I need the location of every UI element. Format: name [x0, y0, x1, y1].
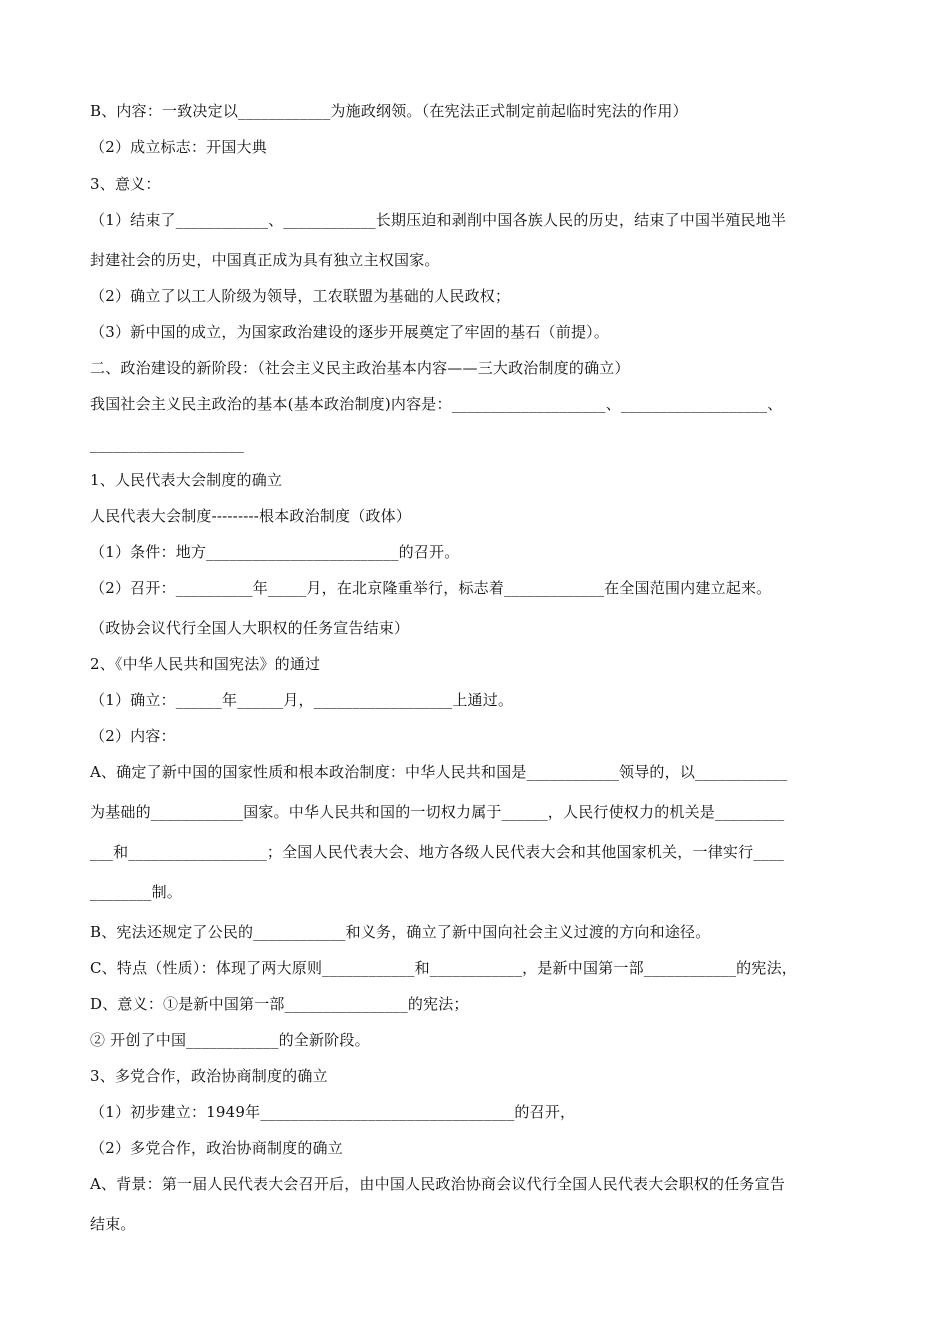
text-line-a-nature-cont-3: ________制。 [90, 883, 183, 901]
text-line-d-significance: D、意义：①是新中国第一部________________的宪法； [90, 995, 469, 1013]
text-line-basic-content: 我国社会主义民主政治的基本(基本政治制度)内容是：____________________、___________________、 [90, 395, 783, 413]
text-line-npc-definition: 人民代表大会制度---------根本政治制度（政体） [90, 507, 412, 525]
text-line-significance-1: （1）结束了____________、____________长期压迫和剥削中国各族人民的历史，结束了中国半殖民地半 [90, 211, 787, 229]
text-line-multiparty-background-cont: 结束。 [90, 1215, 136, 1233]
text-line-a-nature: A、确定了新中国的国家性质和根本政治制度：中华人民共和国是____________领导的，以____________ [90, 763, 788, 781]
section-heading-multiparty: 3、多党合作，政治协商制度的确立 [90, 1067, 328, 1085]
text-line-d-significance-2: ② 开创了中国____________的全新阶段。 [90, 1031, 370, 1049]
section-heading-significance: 3、意义： [90, 175, 161, 193]
text-line-b-content: B、内容：一致决定以____________为施政纲领。（在宪法正式制定前起临时宪法的作用） [90, 102, 688, 120]
text-line-a-nature-cont-2: ___和__________________；全国人民代表大会、地方各级人民代表大会和其他国家机关，一律实行____ [90, 843, 785, 861]
text-line-constitution-date: （1）确立：______年______月，__________________上通过。 [90, 691, 514, 709]
text-line-cppcc-note: （政协会议代行全国人大职权的任务宣告结束） [90, 619, 410, 637]
section-heading-new-stage: 二、政治建设的新阶段：（社会主义民主政治基本内容——三大政治制度的确立） [90, 359, 630, 377]
text-line-multiparty-establish: （2）多党合作，政治协商制度的确立 [90, 1139, 343, 1157]
text-line-basic-content-cont: ____________________ [90, 435, 244, 453]
text-line-constitution-content: （2）内容： [90, 727, 176, 745]
section-heading-npc: 1、人民代表大会制度的确立 [90, 471, 283, 489]
text-line-b-rights: B、宪法还规定了公民的____________和义务，确立了新中国向社会主义过渡的方向和途径。 [90, 923, 711, 941]
text-line-significance-2: （2）确立了以工人阶级为领导，工农联盟为基础的人民政权； [90, 287, 511, 305]
text-line-significance-3: （3）新中国的成立，为国家政治建设的逐步开展奠定了牢固的基石（前提）。 [90, 323, 610, 341]
text-line-a-nature-cont-1: 为基础的____________国家。中华人民共和国的一切权力属于______，人民行使权力的机关是_________ [90, 803, 785, 821]
text-line-c-features: C、特点（性质）：体现了两大原则____________和____________，是新中国第一部____________的宪法， [90, 959, 797, 977]
text-line-npc-convening: （2）召开：__________年_____月，在北京隆重举行，标志着_____________在全国范围内建立起来。 [90, 579, 772, 597]
section-heading-constitution: 2、《中华人民共和国宪法》的通过 [90, 655, 321, 673]
text-line-significance-1-cont: 封建社会的历史，中国真正成为具有独立主权国家。 [90, 251, 440, 269]
text-line-npc-condition: （1）条件：地方_________________________的召开。 [90, 543, 460, 561]
text-line-founding-sign: （2）成立标志：开国大典 [90, 138, 267, 156]
text-line-multiparty-background: A、背景：第一届人民代表大会召开后，由中国人民政治协商会议代行全国人民代表大会职权的任务宣告 [90, 1175, 786, 1193]
text-line-multiparty-initial: （1）初步建立：1949年_________________________________的召开， [90, 1103, 576, 1121]
